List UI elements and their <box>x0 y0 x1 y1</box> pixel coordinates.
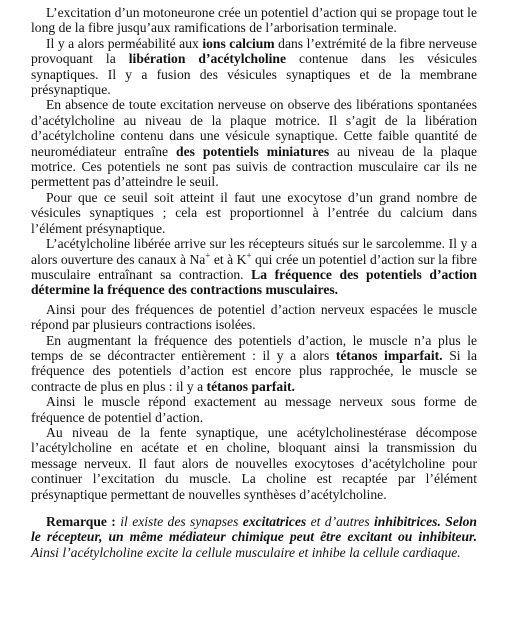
bold-term: Remarque : <box>46 514 116 529</box>
document-page <box>31 5 477 560</box>
bold-term: tétanos parfait. <box>206 378 295 394</box>
text-run: Ainsi l’acétylcholine excite la cellule musculaire et inhibe la cellule cardiaque. <box>31 544 461 560</box>
text-run: il existe des synapses <box>115 514 243 529</box>
bold-term: La fréquence des potentiels d’action détermine la fréquence des contractions musculaires. <box>31 266 477 298</box>
paragraph-9 <box>31 425 477 502</box>
bold-term: ions calcium <box>202 35 275 51</box>
text-run: Au niveau de la fente synaptique, une acétylcholinestérase décompose l’acétylcholine en acétate et en choline, bloquant ainsi la transmission du message nerveux. Il faut alors de nouvelles exocytoses d’acétylcholine pour continuer l’excitation du muscle. La choline est recaptée par l’élément présynaptique permettant de nouvelles synthèses d’acétylcholine. <box>31 424 477 502</box>
paragraph-6 <box>31 302 477 333</box>
text-run: dans l’extrémité de la fibre nerveuse provoquant la <box>31 35 477 67</box>
text-run: L’excitation d’un motoneurone crée un potentiel d’action qui se propage tout le long de la fibre jusqu’aux ramifications de l’arborisation terminale. <box>31 5 477 36</box>
text-run: contenue dans les vésicules synaptiques. Il y a fusion des vésicules synaptiques et de la membrane présynaptique. <box>31 51 477 98</box>
paragraph-8 <box>31 394 477 425</box>
text-run: Pour que ce seuil soit atteint il faut une exocytose d’un grand nombre de vésicules synaptiques ; cela est proportionnel à l’entrée du calcium dans l’élément présynaptique. <box>31 189 477 236</box>
text-run: En absence de toute excitation nerveuse on observe des libérations spontanées d’acétylcholine au niveau de la plaque motrice. Il s’agit de la libération d’acétylcholine contenu dans une vésicule synaptique. Cette faible quantité de neuromédiateur entraîne <box>31 97 477 159</box>
text-run: qui crée un potentiel d’action sur la fibre musculaire entraînant sa contraction. <box>31 251 478 282</box>
text-run: et d’autres <box>306 514 375 529</box>
paragraph-7 <box>31 333 477 395</box>
superscript: + <box>205 249 211 260</box>
paragraph-4 <box>31 190 477 236</box>
paragraph-2 <box>31 36 477 98</box>
bold-term: tétanos imparfait. <box>335 347 443 363</box>
superscript: + <box>246 249 252 260</box>
text-run: Si la fréquence des potentiels d’action est encore plus rapprochée, le muscle se contracte de plus en plus : il y a <box>31 347 477 394</box>
text-run: En augmentant la fréquence des potentiels d’action, le muscle n’a plus le temps de se décontracter entièrement : il y a alors <box>31 332 477 363</box>
paragraph-5 <box>31 236 477 298</box>
text-run: Il y a alors perméabilité aux <box>46 35 203 51</box>
text-run: L’acétylcholine libérée arrive sur les récepteurs situés sur le sarcolemme. Il y a alors ouverture des canaux à Na <box>31 236 477 267</box>
bold-term: excitatrices <box>242 514 307 529</box>
text-run: au niveau de la plaque motrice. Ces potentiels ne sont pas suivis de contraction musculaire car ils ne permettent pas d’atteindre le seuil. <box>31 143 478 190</box>
bold-term: inhibitrices. Selon le récepteur, un même médiateur chimique peut être excitant ou inhibiteur. <box>31 514 477 545</box>
bold-term: libération d’acétylcholine <box>128 51 287 67</box>
paragraph-1 <box>31 5 477 36</box>
text-run: et à K <box>210 251 247 267</box>
bold-term: des potentiels miniatures <box>176 143 330 159</box>
text-run: Ainsi le muscle répond exactement au message nerveux sous forme de fréquence de potentiel d’action. <box>31 394 477 425</box>
paragraph-3 <box>31 97 477 189</box>
remark-note <box>31 514 477 560</box>
text-run: Ainsi pour des fréquences de potentiel d’action nerveux espacées le muscle répond par plusieurs contractions isolées. <box>31 301 477 333</box>
